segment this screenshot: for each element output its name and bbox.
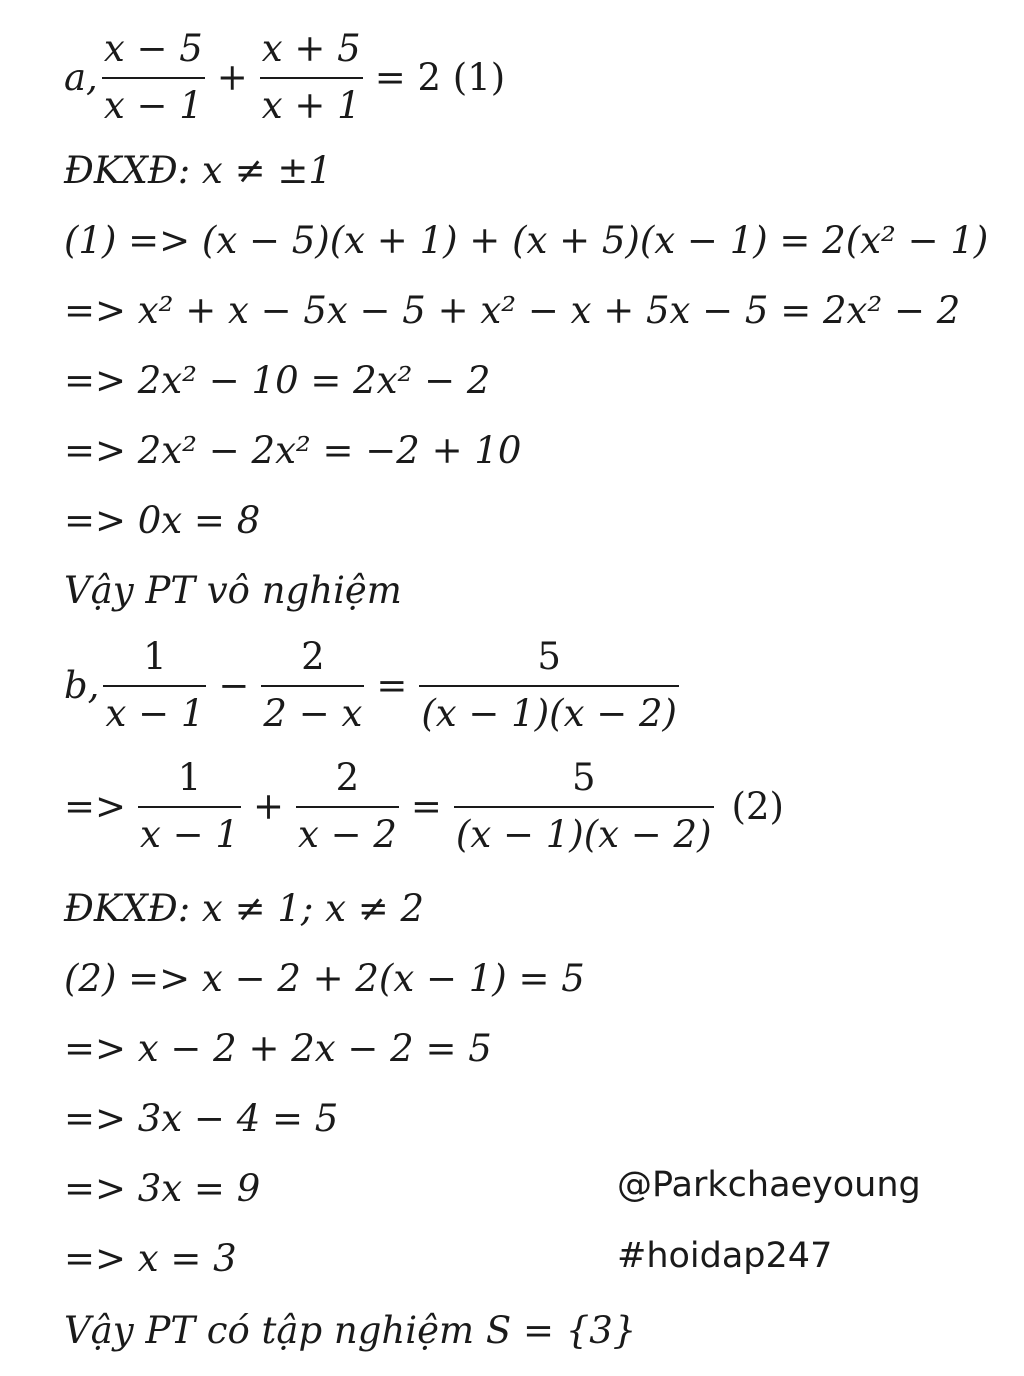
minus-operator: − — [218, 664, 250, 708]
fraction-2 — [260, 28, 363, 127]
part-a-step-2: => x² + x − 5x − 5 + x² − x + 5x − 5 = 2x² − 2 — [64, 289, 961, 332]
plus-operator: + — [216, 56, 248, 100]
fraction-bar — [138, 806, 241, 808]
part-b-dkxd: ĐKXĐ: x ≠ 1; x ≠ 2 — [64, 887, 425, 930]
fraction-2 — [261, 636, 364, 735]
fraction-bar — [102, 77, 205, 79]
part-b-step-1: (2) => x − 2 + 2(x − 1) = 5 — [64, 957, 585, 1000]
part-b-label: b, — [64, 664, 100, 708]
part-a-label: a, — [64, 56, 98, 100]
fraction-bar — [260, 77, 363, 79]
numerator: 5 — [537, 635, 561, 678]
part-b-equation-2 — [64, 757, 784, 856]
part-a-conclusion: Vậy PT vô nghiệm — [64, 569, 402, 612]
fraction-bar — [103, 685, 206, 687]
hashtag-signature: #hoidap247 — [617, 1236, 833, 1276]
fraction-2 — [296, 757, 399, 856]
equals-sign: = — [410, 785, 442, 829]
fraction-3 — [454, 757, 714, 856]
denominator: x − 2 — [297, 812, 397, 856]
fraction-1 — [138, 757, 241, 856]
numerator: 1 — [177, 756, 202, 799]
denominator: x + 1 — [261, 83, 361, 127]
numerator: 1 — [143, 635, 167, 678]
equals-sign: = — [376, 664, 408, 708]
part-a-equation — [64, 28, 505, 127]
author-signature: @Parkchaeyoung — [617, 1165, 921, 1205]
part-b-step-5: => x = 3 — [64, 1237, 237, 1280]
numerator: 2 — [301, 635, 325, 678]
fraction-bar — [419, 685, 679, 687]
part-a-step-4: => 2x² − 2x² = −2 + 10 — [64, 429, 522, 472]
fraction-3 — [419, 636, 679, 735]
numerator: 2 — [335, 756, 360, 799]
part-b-step-2: => x − 2 + 2x − 2 = 5 — [64, 1027, 492, 1070]
numerator: x + 5 — [261, 27, 361, 70]
denominator: 2 − x — [263, 691, 363, 735]
denominator: x − 1 — [105, 691, 205, 735]
denominator: x − 1 — [103, 83, 203, 127]
part-b-equation — [64, 636, 683, 735]
denominator: x − 1 — [140, 812, 239, 856]
part-a-dkxd: ĐKXĐ: x ≠ ±1 — [64, 149, 332, 192]
fraction-1 — [103, 636, 206, 735]
part-a-step-5: => 0x = 8 — [64, 499, 261, 542]
fraction-bar — [454, 806, 714, 808]
equation-tag: (2) — [731, 785, 784, 829]
numerator: 5 — [571, 756, 596, 799]
part-b-conclusion: Vậy PT có tập nghiệm S = {3} — [64, 1309, 637, 1352]
fraction-bar — [261, 685, 364, 687]
part-a-step-1: (1) => (x − 5)(x + 1) + (x + 5)(x − 1) = 2(x² − 1) — [64, 219, 989, 262]
part-b-step-4: => 3x = 9 — [64, 1167, 261, 1210]
part-a-step-3: => 2x² − 10 = 2x² − 2 — [64, 359, 491, 402]
plus-operator: + — [252, 785, 284, 829]
fraction-bar — [296, 806, 399, 808]
denominator: (x − 1)(x − 2) — [421, 691, 677, 735]
part-b-step-3: => 3x − 4 = 5 — [64, 1097, 339, 1140]
implies-arrow: => — [64, 785, 127, 829]
part-a-rhs: = 2 (1) — [374, 56, 506, 100]
denominator: (x − 1)(x − 2) — [455, 812, 712, 856]
fraction-1 — [102, 28, 205, 127]
numerator: x − 5 — [103, 27, 203, 70]
